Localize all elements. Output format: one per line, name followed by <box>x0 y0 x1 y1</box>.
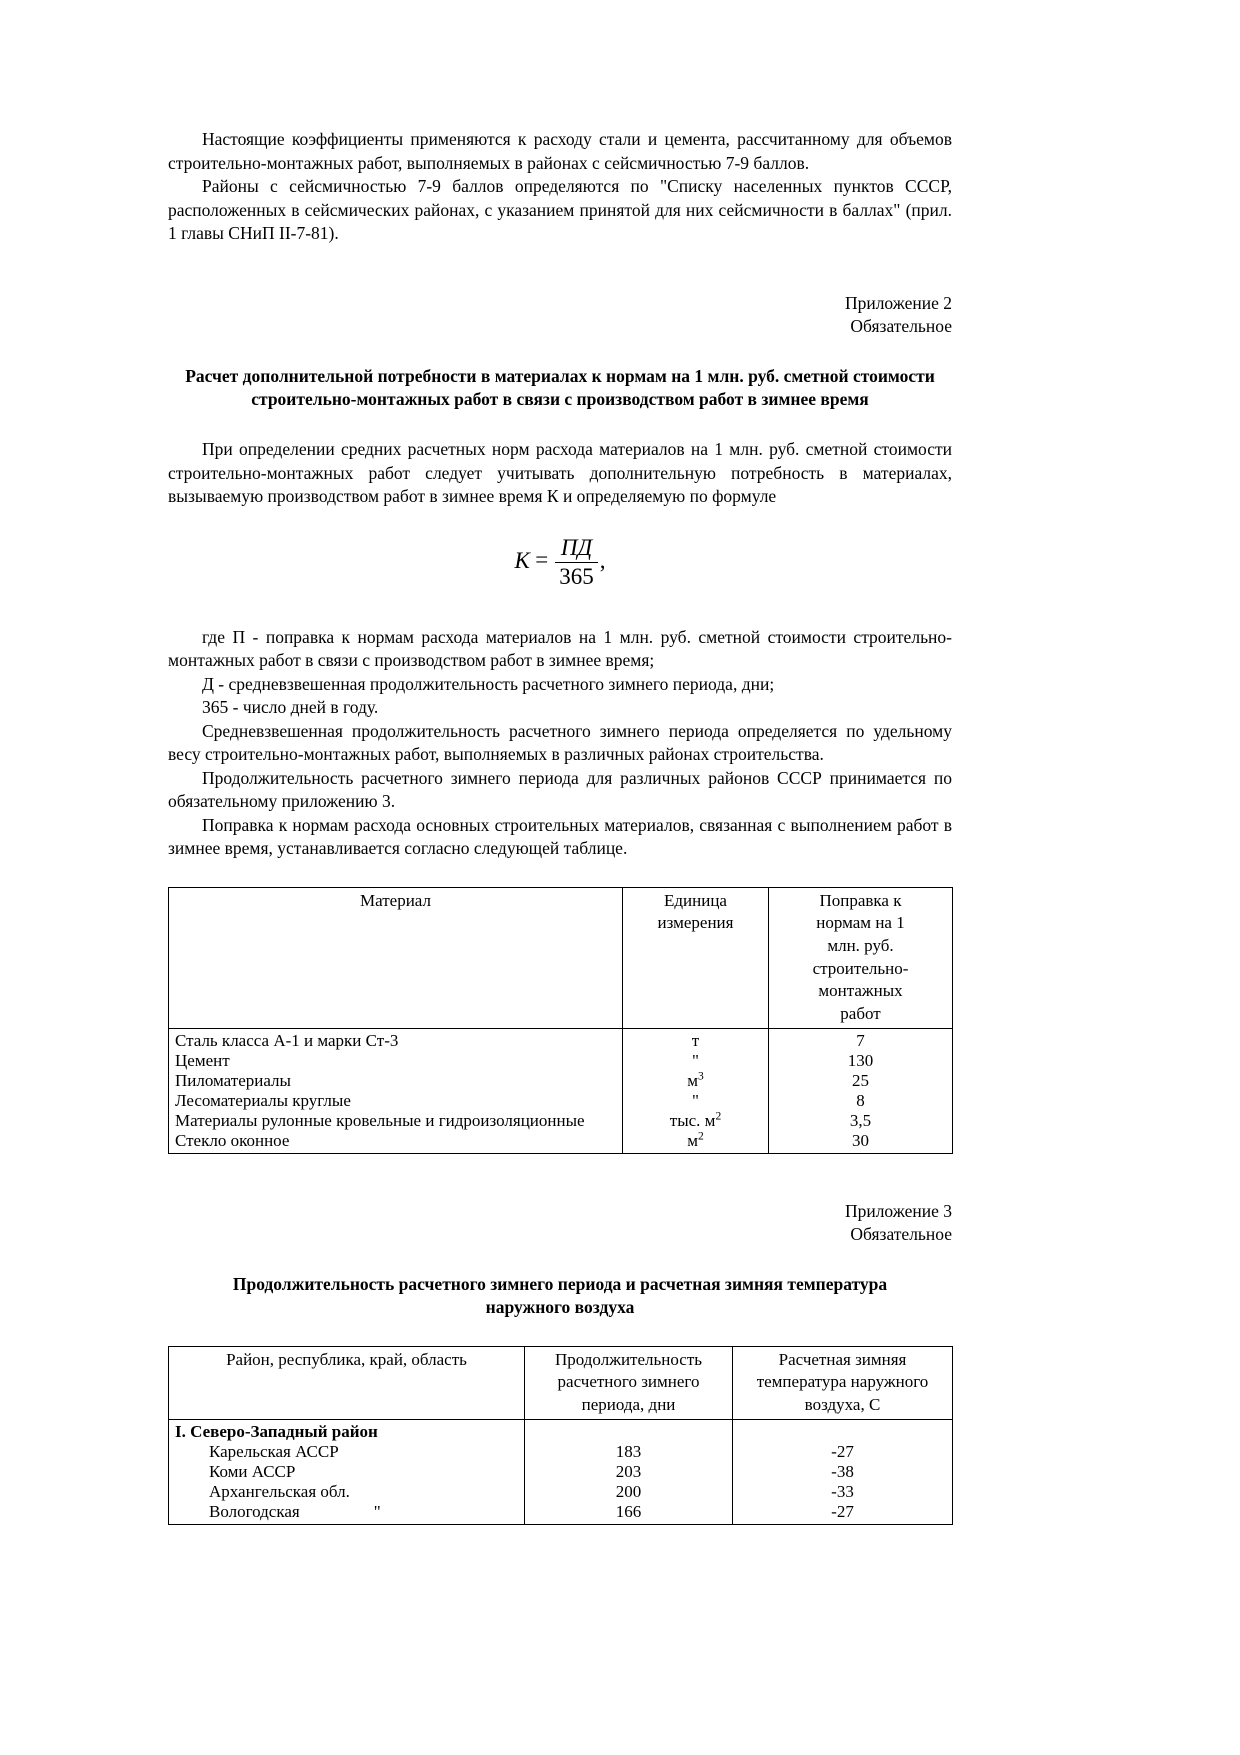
material-unit-exponent: 2 <box>697 1128 704 1142</box>
materials-header-corr-line4: строительно- <box>812 958 909 978</box>
formula-expression <box>514 535 605 590</box>
spacer <box>168 1320 952 1346</box>
material-name: Сталь класса А-1 и марки Ст-3 <box>175 1030 399 1050</box>
formula-block <box>168 509 952 610</box>
paragraph-duration-reference: Продолжительность расчетного зимнего периода для различных районов СССР принимается по обязательному приложению 3. <box>168 767 952 812</box>
regions-header-temp-line3: воздуха, С <box>804 1395 881 1415</box>
paragraph-correction-intro: Поправка к нормам расхода основных строительных материалов, связанная с выполнением работ в зимнее время, устанавливается согласно следующей таблице. <box>168 814 952 859</box>
appendix-2-number: Приложение 2 <box>844 292 952 313</box>
materials-values-cell <box>769 1028 953 1153</box>
regions-header-temp-line1: Расчетная зимняя <box>778 1349 907 1369</box>
document-page <box>168 0 952 1525</box>
regions-duration-list <box>531 1422 726 1522</box>
material-unit: $м^2$ <box>687 1128 704 1150</box>
formula-fraction <box>555 535 598 590</box>
regions-header-temp-line2: температура наружного <box>756 1372 929 1392</box>
spacer <box>168 861 952 887</box>
intro-section <box>168 0 952 246</box>
materials-table-header-row <box>169 887 953 1028</box>
appendix-3-number: Приложение 3 <box>844 1200 952 1221</box>
regions-section-spacer <box>531 1422 726 1442</box>
regions-section-spacer <box>739 1422 946 1442</box>
regions-header-duration <box>525 1346 733 1419</box>
material-unit: $м^3$ <box>687 1068 704 1090</box>
definition-365: 365 - число дней в году. <box>202 697 379 718</box>
spacer <box>168 610 952 626</box>
materials-name-list <box>175 1031 616 1151</box>
definition-d: Д - средневзвешенная продолжительность расчетного зимнего периода, дни; <box>202 673 775 694</box>
material-unit: тыс. $м^2$ <box>669 1108 722 1130</box>
region-duration-value: 183 <box>615 1441 642 1461</box>
regions-rows-container <box>169 1419 953 1524</box>
region-temperature-value: -33 <box>831 1481 854 1501</box>
intro-paragraph-2: Районы с сейсмичностью 7-9 баллов определяются по "Списку населенных пунктов СССР, расположенных в сейсмических районах, с указанием принятой для них сейсмичности в баллах" (прил. 1 главы СНиП II-7-81). <box>168 176 952 244</box>
region-temperature-value: -27 <box>831 1441 854 1461</box>
materials-value-list <box>775 1031 946 1151</box>
appendix-3-title-line2: наружного воздуха <box>485 1297 635 1318</box>
material-correction-value: 30 <box>852 1130 869 1150</box>
material-correction-value: 7 <box>856 1030 865 1050</box>
regions-header-duration-line1: Продолжительность <box>555 1349 702 1369</box>
regions-temperature-list <box>739 1422 946 1522</box>
formula-numerator: ПД <box>555 535 598 563</box>
region-temperature-value: -27 <box>831 1501 854 1521</box>
region-duration-value: 200 <box>615 1481 642 1501</box>
appendix-3-title-line1: Продолжительность расчетного зимнего периода и расчетная зимняя температура <box>232 1273 888 1294</box>
material-unit: т <box>691 1030 700 1050</box>
regions-header-duration-line2: расчетного зимнего <box>557 1372 700 1392</box>
paragraph-weighted-duration: Средневзвешенная продолжительность расчетного зимнего периода определяется по удельному весу строительно-монтажных работ, выполняемых в различных районах строительства. <box>168 720 952 765</box>
material-unit: " <box>692 1050 699 1070</box>
regions-header-temperature <box>733 1346 953 1419</box>
regions-duration-cell <box>525 1419 733 1524</box>
intro-paragraph-1: Настоящие коэффициенты применяются к расходу стали и цемента, рассчитанному для объемов строительно-монтажных работ, выполняемых в районах с сейсмичностью 7-9 баллов. <box>168 129 952 173</box>
formula-denominator: 365 <box>559 563 594 589</box>
materials-header-correction <box>769 887 953 1028</box>
spacer <box>168 412 952 438</box>
regions-table-header-row <box>169 1346 953 1419</box>
materials-unit-list <box>629 1031 762 1151</box>
regions-table <box>168 1346 953 1525</box>
material-correction-value: 8 <box>856 1090 865 1110</box>
materials-header-material <box>169 887 623 1028</box>
formula-lhs: К <box>514 547 530 573</box>
appendix-2-obligatory: Обязательное <box>850 316 952 337</box>
material-name: Цемент <box>175 1050 230 1070</box>
appendix-3-title <box>168 1273 952 1320</box>
regions-temperature-cell <box>733 1419 953 1524</box>
region-name: Коми АССР <box>209 1461 296 1481</box>
formula-equals: = <box>533 547 550 573</box>
material-name: Материалы рулонные кровельные и гидроизоляционные <box>175 1110 585 1130</box>
regions-section-title: I. Северо-Западный район <box>175 1421 378 1441</box>
materials-header-corr-line2: нормам на 1 <box>816 913 905 933</box>
material-name: Пиломатериалы <box>175 1070 291 1090</box>
material-unit-exponent: 3 <box>697 1068 704 1082</box>
appendix-2-label <box>168 292 952 339</box>
spacer <box>168 1247 952 1273</box>
materials-header-unit <box>623 887 769 1028</box>
appendix-3-label <box>168 1200 952 1247</box>
materials-rows-container <box>169 1028 953 1153</box>
region-name: Вологодская " <box>209 1501 381 1521</box>
materials-header-corr-line1: Поправка к <box>819 890 902 910</box>
materials-header-material-text: Материал <box>360 890 431 910</box>
spacer <box>168 339 952 365</box>
materials-header-corr-line6: работ <box>840 1003 881 1023</box>
regions-names-cell <box>169 1419 525 1524</box>
appendix-2-intro-paragraph: При определении средних расчетных норм расхода материалов на 1 млн. руб. сметной стоимости строительно-монтажных работ следует учитывать дополнительную потребность в материалах, вызываемую производством работ в зимнее время К и определяемую по формуле <box>168 438 952 507</box>
formula-comma: , <box>599 547 606 573</box>
material-unit: " <box>692 1090 699 1110</box>
material-unit-exponent: 2 <box>715 1108 722 1122</box>
region-temperature-value: -38 <box>831 1461 854 1481</box>
region-name: Карельская АССР <box>209 1441 339 1461</box>
regions-header-duration-line3: периода, дни <box>581 1395 676 1415</box>
material-name: Стекло оконное <box>175 1130 290 1150</box>
definition-p: где П - поправка к нормам расхода материалов на 1 млн. руб. сметной стоимости строительно-монтажных работ в связи с производством работ в зимнее время; <box>168 626 952 671</box>
materials-names-cell <box>169 1028 623 1153</box>
materials-header-corr-line5: монтажных <box>818 981 903 1001</box>
spacer <box>168 1154 952 1200</box>
materials-header-unit-line1: Единица <box>664 890 727 910</box>
regions-name-list <box>175 1442 518 1522</box>
region-duration-value: 166 <box>615 1501 642 1521</box>
appendix-3-obligatory: Обязательное <box>850 1224 952 1245</box>
materials-header-corr-line3: млн. руб. <box>827 936 894 956</box>
materials-table-body <box>169 887 953 1153</box>
materials-table <box>168 887 953 1154</box>
region-duration-value: 203 <box>615 1461 642 1481</box>
appendix-2-title: Расчет дополнительной потребности в материалах к нормам на 1 млн. руб. сметной стоимости строительно-монтажных работ в связи с производством работ в зимнее время <box>185 365 935 410</box>
materials-units-cell <box>623 1028 769 1153</box>
regions-header-region: Район, республика, край, область <box>169 1346 525 1419</box>
ditto-mark: " <box>373 1501 381 1521</box>
region-name: Архангельская обл. <box>209 1481 350 1501</box>
material-correction-value: 25 <box>852 1070 869 1090</box>
material-name: Лесоматериалы круглые <box>175 1090 351 1110</box>
spacer <box>168 246 952 292</box>
regions-table-body <box>169 1346 953 1524</box>
materials-header-unit-line2: измерения <box>657 913 734 933</box>
material-correction-value: 130 <box>847 1050 874 1070</box>
material-correction-value: 3,5 <box>849 1110 872 1130</box>
